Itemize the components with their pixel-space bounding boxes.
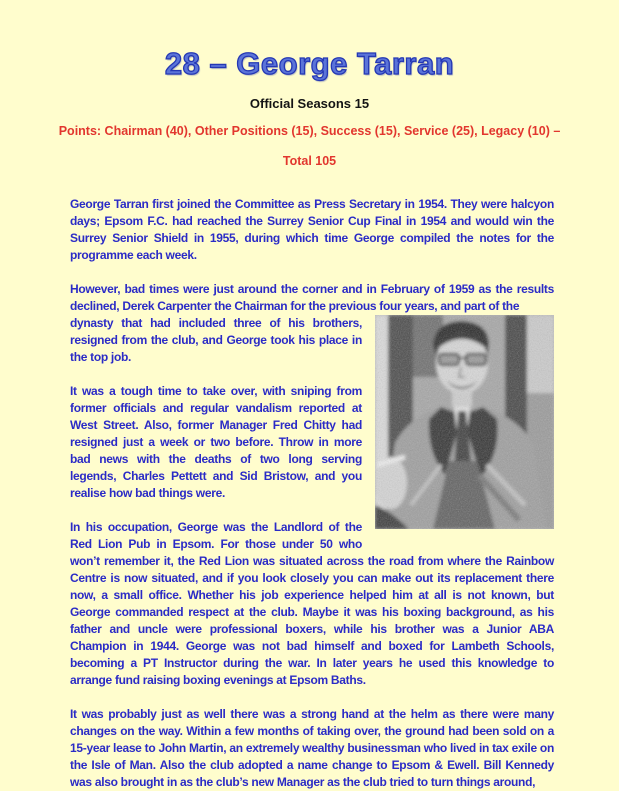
paragraph-2-intro: However, bad times were just around the corner and in February of 1959 as the results declined, Derek Carpenter the Chairman for the previous four years, and part of the xyxy=(70,282,554,313)
page-header xyxy=(0,0,619,169)
paragraph-2-rest: dynasty that had included three of his brothers, resigned from the club, and George took his place in the top job. xyxy=(70,316,362,364)
paragraph-3: It was a tough time to take over, with sniping from former officials and regular vandalism reported at West Street. Also, former Manager Fred Chitty had resigned just a week or two before. Throw in more bad news with the deaths of two long serving legends, Charles Pettett and Sid Bristow, and you realise how bad things were. xyxy=(70,384,362,500)
official-seasons-line: Official Seasons 15 xyxy=(249,96,370,111)
page-title: 28 – George Tarran xyxy=(164,46,455,81)
george-tarran-photo xyxy=(375,315,554,529)
paragraph-1: George Tarran first joined the Committee as Press Secretary in 1954. They were halcyon days; Epsom F.C. had reached the Surrey Senior Cup Final in 1954 and would win the Surrey Senior Shield in 1955, during which time George compiled the notes for the programme each week. xyxy=(70,197,554,262)
points-total-line: Total 105 xyxy=(282,154,337,168)
paragraph-4: In his occupation, George was the Landlord of the Red Lion Pub in Epsom. For those under 50 who won’t remember it, the Red Lion was situated across the road from where the Rainbow Centre is now situated, and if you look closely you can make out its replacement there now, a small office. Whether his job experience helped him at all is not known, but George commanded respect at the club. Maybe it was his boxing background, as his father and uncle were professional boxers, while his brother was a Junior ABA Champion in 1944. George was not bad himself and boxed for Lambeth Schools, becoming a PT Instructor during the war. In later years he used this knowledge to arrange fund raising boxing evenings at Epsom Baths. xyxy=(70,520,554,687)
points-breakdown-line: Points: Chairman (40), Other Positions (15), Success (15), Service (25), Legacy (10) – xyxy=(58,124,561,138)
paragraph-5: It was probably just as well there was a strong hand at the helm as there were many changes on the way. Within a few months of taking over, the ground had been sold on a 15-year lease to John Martin, an extremely wealthy businessman who lived in tax exile on the Isle of Man. Also the club adopted a name change to Epsom & Ewell. Bill Kennedy was also brought in as the club’s new Manager as the club tried to turn things around, xyxy=(70,707,554,789)
portrait-illustration xyxy=(375,315,554,529)
article-body xyxy=(70,196,554,791)
